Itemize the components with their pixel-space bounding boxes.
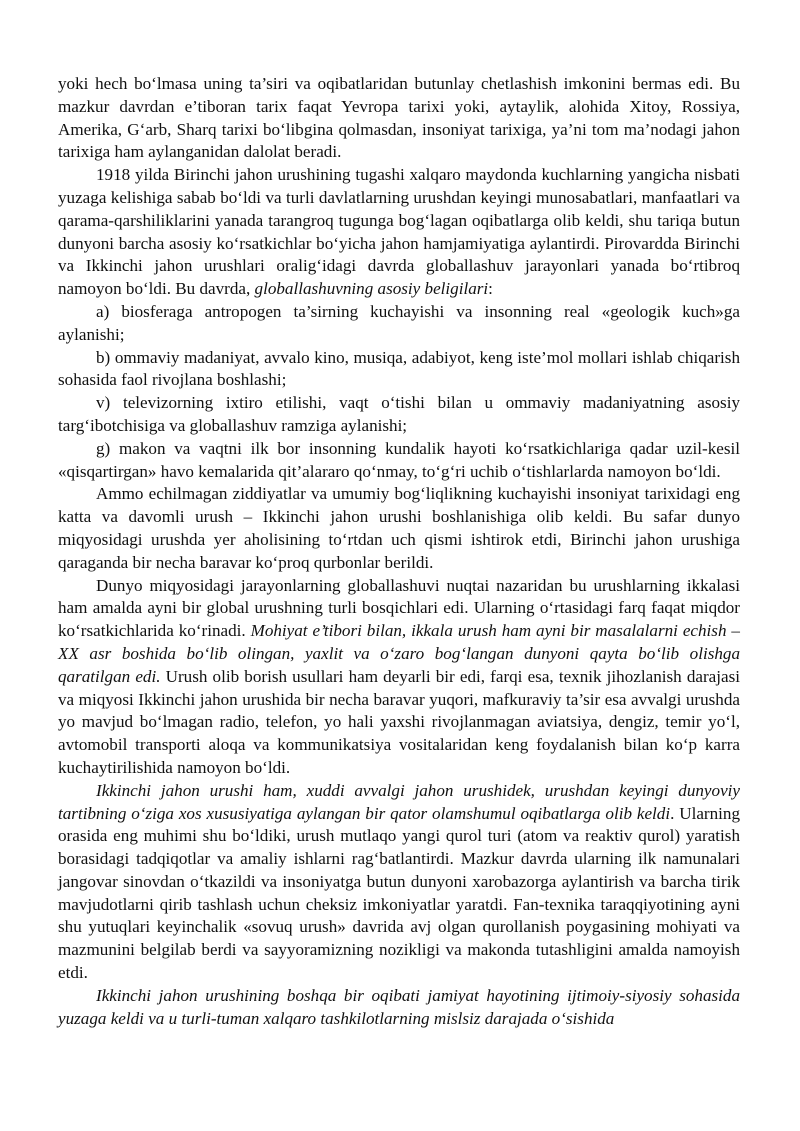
paragraph [58,164,740,301]
text-run: Dunyo miqyosidagi jarayonlarning globallashuvi nuqtai nazaridan bu urushlarning ikkalasi ham amalda ayni bir global urushning turli bosqichlari edi. Ularning o‘rtasidagi farq faqat miqdor ko‘rsatkichlarida ko‘rinadi. [58,575,740,641]
text-run: v) televizorning ixtiro etilishi, vaqt o‘tishi bilan u ommaviy madaniyatning asosiy targ‘ibotchisiga va globallashuv ramziga aylanishi; [58,393,740,435]
document-body [58,73,740,1030]
text-run: g) makon va vaqtni ilk bor insonning kundalik hayoti ko‘rsatkichlariga qadar uzil-kesil «qisqartirgan» havo kemalarida qit’alararo qo‘nmay, to‘g‘ri uchib o‘tishlarlarda namoyon bo‘ldi. [58,438,740,481]
text-run: yoki hech bo‘lmasa uning ta’siri va oqibatlaridan butunlay chetlashish imkonini bermas edi. Bu mazkur davrdan e’tiboran tarix faqat Yevropa tarixi yoki, aytaylik, alohida Xitoy, Rossiya, Amerika, G‘arb, Sharq tarixi bo‘libgina qolmasdan, insoniyat tarixiga, ya’ni tom ma’nodagi jahon tarixiga ham aylanganidan dalolat beradi. [58,74,740,162]
paragraph [58,301,740,347]
text-run: 1918 yilda Birinchi jahon urushining tugashi xalqaro maydonda kuchlarning yangicha nisbati yuzaga kelishiga sabab bo‘ldi va turli davlatlarning urushdan keyingi munosabatlari, manfaatlari va qarama-qarshiliklarini yanada tarangroq tugunga bog‘lagan oqibatlarga olib keldi, shu tariqa butun dunyoni barcha asosiy ko‘rsatkichlar bo‘yicha jahon hamjamiyatiga aylantirdi. Pirovardda Birinchi va Ikkinchi jahon urushlari oralig‘idagi davrda globallashuv jarayonlari yanada bo‘rtibroq namoyon bo‘ldi. Bu davrda, [58,165,740,299]
italic-text-run: Ikkinchi jahon urushi ham, xuddi avvalgi jahon urushidek, urushdan keyingi dunyoviy tartibning o‘ziga xos xususiyatiga aylangan bir qator olamshumul oqibatlarga olib keldi [58,780,740,823]
italic-text-run: Mohiyat e’tibori bilan, ikkala urush ham ayni bir masalalarni echish – XX asr boshida bo‘lib olingan, yaxlit va o‘zaro bog‘langan dunyoni qayta bo‘lib olishga qaratilgan edi. [58,621,740,686]
paragraph [58,575,740,780]
text-run: b) ommaviy madaniyat, avvalo kino, musiqa, adabiyot, keng iste’mol mollari ishlab chiqarish sohasida faol rivojlana boshlashi; [58,347,740,390]
paragraph [58,347,740,393]
text-run: Urush olib borish usullari ham deyarli bir edi, farqi esa, texnik jihozlanish darajasi va miqyosi Ikkinchi jahon urushida bir necha baravar yuqori, mafkuraviy ta’sir esa avvalgi urushda yo mavjud bo‘lmagan radio, telefon, yo hali yaxshi rivojlanmagan aviatsiya, dengiz, temir yo‘l, avtomobil transporti aloqa va kommunikatsiya vositalaridan keng foydalanish bilan ko‘p karra kuchaytirilishida namoyon bo‘ldi. [58,666,740,777]
text-run: Ammo echilmagan ziddiyatlar va umumiy bog‘liqlikning kuchayishi insoniyat tarixidagi eng katta va davomli urush – Ikkinchi jahon urushi boshlanishiga olib keldi. Bu safar dunyo miqyosidagi urushda yer aholisining to‘rtdan uch qismi ishtirok etdi, Birinchi jahon urushiga qaraganda bir necha baravar ko‘proq qurbonlar berildi. [58,484,740,572]
paragraph [58,392,740,438]
paragraph [58,438,740,484]
text-run: a) biosferaga antropogen ta’sirning kuchayishi va insonning real «geologik kuch»ga aylanishi; [58,301,740,344]
text-run: . Ularning orasida eng muhimi shu bo‘ldiki, urush mutlaqo yangi qurol turi (atom va reaktiv qurol) yaratish borasidagi tadqiqotlar va amaliy ishlarni rag‘batlantirdi. Mazkur davrda ularning ilk namunalari jangovar sinovdan o‘tkazildi va insoniyatga butun dunyoni xarobazorga aylantirish va barcha tirik mavjudotlarni qirib tashlash uchun cheksiz imkoniyatlar yaratdi. Fan-texnika taraqqiyotining ayni shu yutuqlari keyinchalik «sovuq urush» davrida avj olgan qurollanish poygasining mohiyati va mazmunini belgilab berdi va sayyoramizning nozikligi va makonda tutashligini amalda namoyish etdi. [58,803,741,983]
paragraph [58,985,740,1031]
paragraph [58,780,740,985]
paragraph [58,483,740,574]
paragraph [58,73,740,164]
italic-text-run: globallashuvning asosiy beligilari [254,279,489,299]
text-run: : [488,279,493,299]
italic-text-run: Ikkinchi jahon urushining boshqa bir oqibati jamiyat hayotining ijtimoiy-siyosiy sohasida yuzaga keldi va u turli-tuman xalqaro tashkilotlarning mislsiz darajada o‘sishida [58,985,740,1028]
